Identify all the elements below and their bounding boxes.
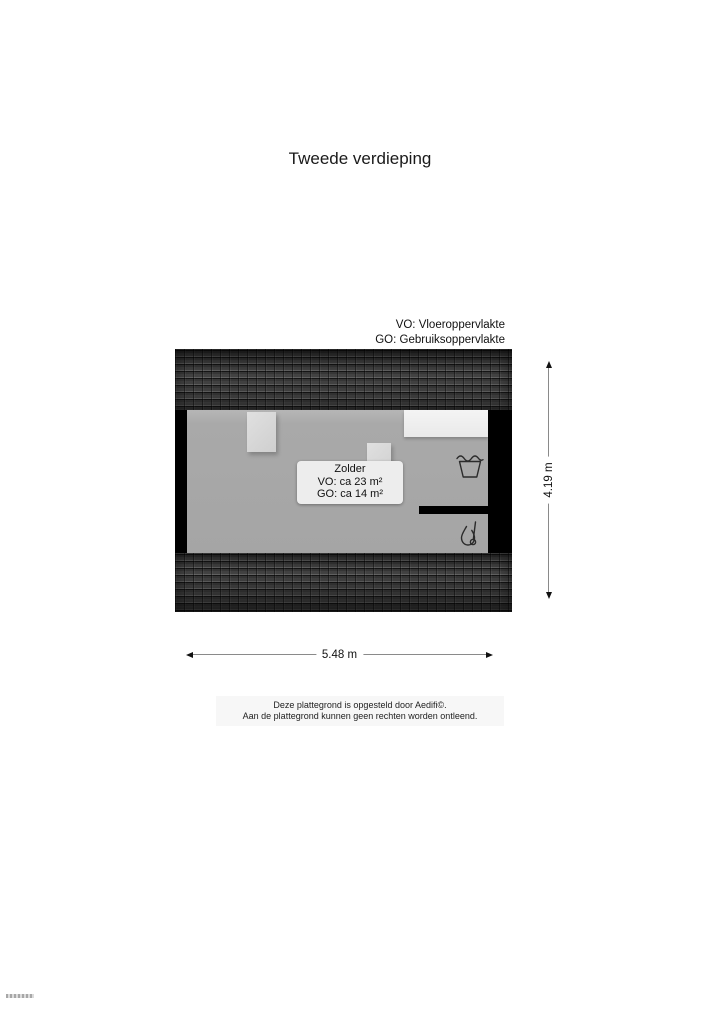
wall-right bbox=[488, 410, 512, 553]
room-go: GO: ca 14 m² bbox=[316, 488, 384, 501]
arrow-down-icon bbox=[546, 592, 552, 599]
arrow-left-icon bbox=[186, 652, 193, 658]
room-vo: VO: ca 23 m² bbox=[317, 475, 383, 488]
skylight-1 bbox=[247, 412, 276, 452]
arrow-right-icon bbox=[486, 652, 493, 658]
wall-left bbox=[175, 410, 187, 553]
disclaimer bbox=[216, 696, 504, 726]
floorplan-drawing bbox=[175, 349, 512, 612]
page-title: Tweede verdieping bbox=[288, 149, 432, 168]
roof-tiles-bottom bbox=[175, 553, 512, 612]
arrow-up-icon bbox=[546, 361, 552, 368]
disclaimer-line-1: Deze plattegrond is opgesteld door Aedifi©. bbox=[273, 700, 447, 710]
laundry-tub-icon bbox=[455, 451, 485, 479]
dormer-window bbox=[404, 410, 488, 437]
roof-tiles-top bbox=[175, 349, 512, 410]
room-name: Zolder bbox=[334, 463, 366, 475]
dimension-height-label: 4.19 m bbox=[542, 456, 556, 503]
area-legend bbox=[375, 318, 505, 347]
legend-vo: VO: Vloeroppervlakte bbox=[395, 319, 505, 331]
disclaimer-line-2: Aan de plattegrond kunnen geen rechten worden ontleend. bbox=[242, 711, 478, 721]
watermark bbox=[6, 994, 34, 998]
dimension-width bbox=[186, 648, 493, 661]
boiler-icon bbox=[457, 519, 481, 549]
legend-go: GO: Gebruiksoppervlakte bbox=[375, 333, 505, 346]
room-label bbox=[297, 461, 403, 504]
dimension-height bbox=[542, 361, 555, 599]
wall-laundry-partition bbox=[419, 506, 488, 514]
dimension-width-label: 5.48 m bbox=[316, 648, 363, 662]
